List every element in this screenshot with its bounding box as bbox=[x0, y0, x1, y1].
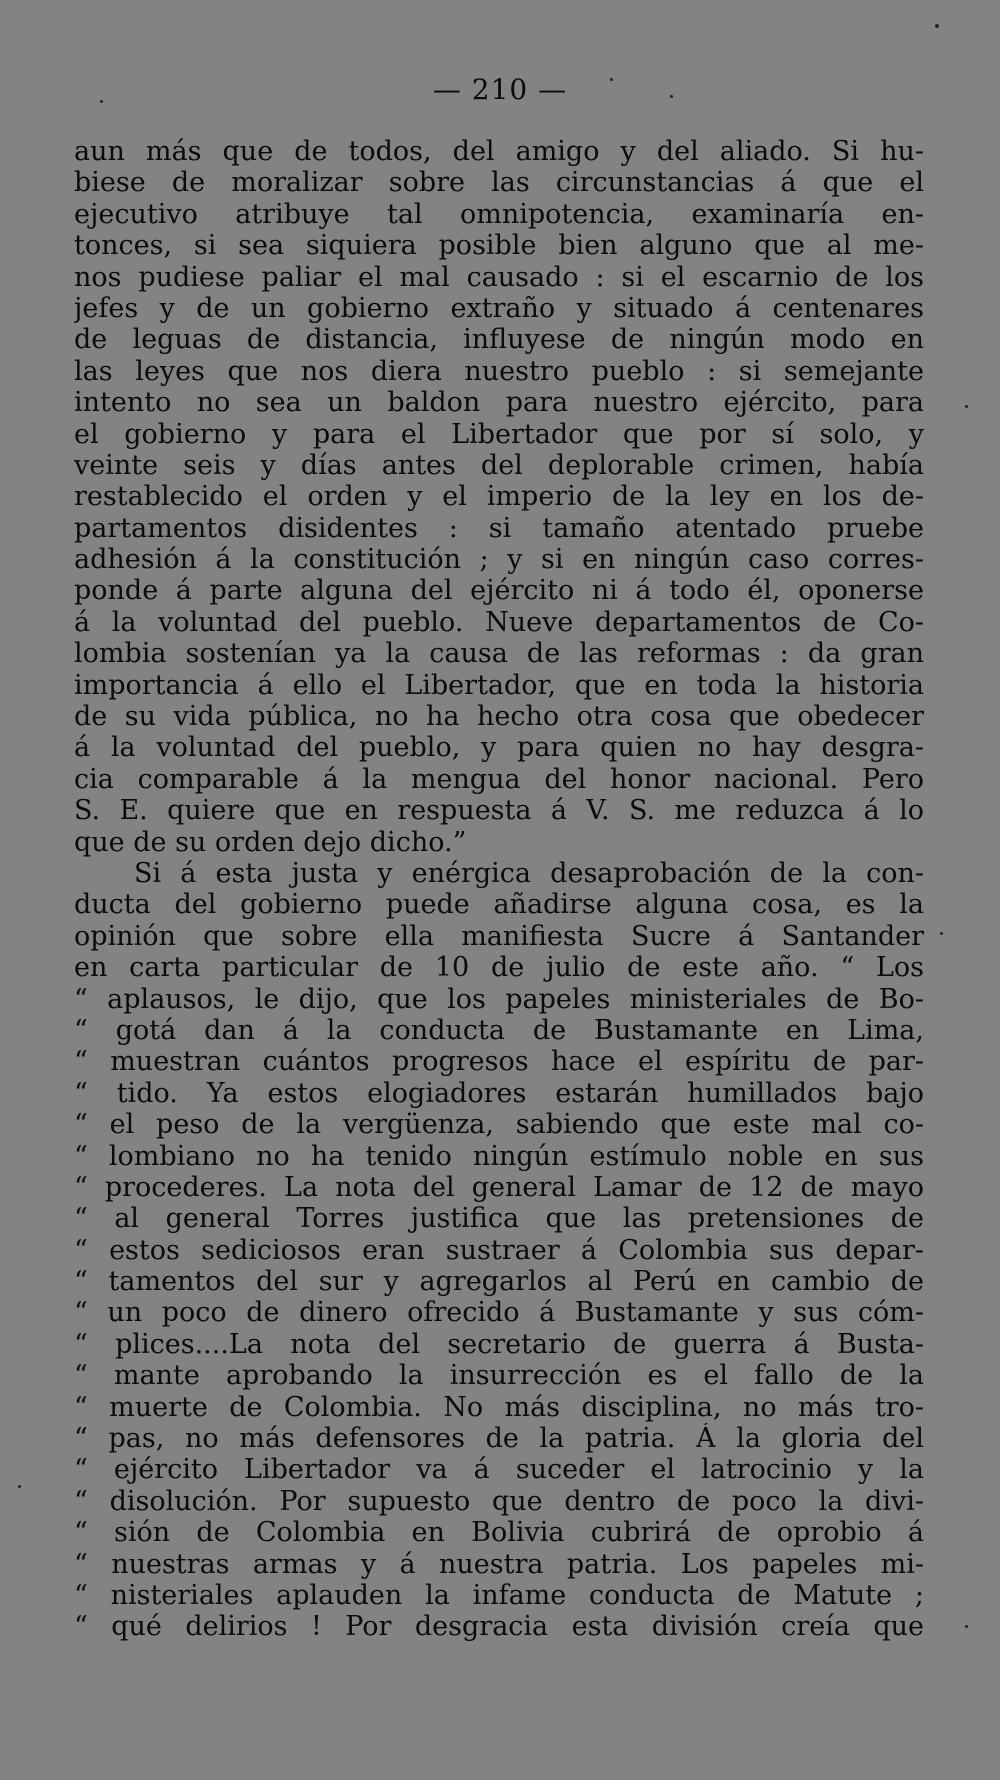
text-line: tonces, si sea siquiera posible bien alguno que al me- bbox=[74, 230, 924, 262]
text-line: “ gotá dan á la conducta de Bustamante en Lima, bbox=[74, 1014, 924, 1046]
print-speck bbox=[18, 1485, 21, 1488]
text-line: de leguas de distancia, influyese de ningún modo en bbox=[74, 324, 924, 356]
text-line: á la voluntad del pueblo. Nueve departamentos de Co- bbox=[74, 606, 924, 638]
text-line: “ al general Torres justifica que las pretensiones de bbox=[74, 1203, 924, 1235]
print-speck bbox=[610, 78, 613, 81]
text-line: ponde á parte alguna del ejército ni á todo él, oponerse bbox=[74, 575, 924, 607]
text-line: “ nuestras armas y á nuestra patria. Los papeles mi- bbox=[74, 1548, 924, 1580]
print-speck bbox=[965, 405, 968, 408]
text-line: “ tido. Ya estos elogiadores estarán humillados bajo bbox=[74, 1077, 924, 1109]
text-line: “ muerte de Colombia. No más disciplina, no más tro- bbox=[74, 1391, 924, 1423]
text-line: “ pas, no más defensores de la patria. Á la gloria del bbox=[74, 1423, 924, 1455]
text-line: lombia sostenían ya la causa de las reformas : da gran bbox=[74, 638, 924, 670]
text-line: ejecutivo atribuye tal omnipotencia, examinaría en- bbox=[74, 198, 924, 230]
text-line: veinte seis y días antes del deplorable crimen, había bbox=[74, 449, 924, 481]
text-line: “ muestran cuántos progresos hace el espíritu de par- bbox=[74, 1046, 924, 1078]
text-line: importancia á ello el Libertador, que en toda la historia bbox=[74, 669, 924, 701]
text-line: restablecido el orden y el imperio de la ley en los de- bbox=[74, 481, 924, 513]
text-line: intento no sea un baldon para nuestro ejército, para bbox=[74, 387, 924, 419]
text-line: “ mante aprobando la insurrección es el fallo de la bbox=[74, 1360, 924, 1392]
text-line: en carta particular de 10 de julio de este año. “ Los bbox=[74, 952, 924, 984]
text-line: “ disolución. Por supuesto que dentro de poco la divi- bbox=[74, 1485, 924, 1517]
text-line: “ nisteriales aplauden la infame conducta de Matute ; bbox=[74, 1579, 924, 1611]
print-speck bbox=[100, 100, 103, 103]
text-line: jefes y de un gobierno extraño y situado á centenares bbox=[74, 292, 924, 324]
print-speck bbox=[965, 1625, 968, 1628]
text-line: de su vida pública, no ha hecho otra cosa que obedecer bbox=[74, 701, 924, 733]
text-line: el gobierno y para el Libertador que por sí solo, y bbox=[74, 418, 924, 450]
text-line: nos pudiese paliar el mal causado : si el escarnio de los bbox=[74, 261, 924, 293]
text-line: opinión que sobre ella manifiesta Sucre á Santander bbox=[74, 920, 924, 952]
text-line: “ qué delirios ! Por desgracia esta división creía que bbox=[74, 1611, 924, 1643]
text-line: las leyes que nos diera nuestro pueblo : si semejante bbox=[74, 355, 924, 387]
text-line: que de su orden dejo dicho.” bbox=[74, 826, 467, 858]
text-line: adhesión á la constitución ; y si en ningún caso corres- bbox=[74, 544, 924, 576]
text-line: “ procederes. La nota del general Lamar de 12 de mayo bbox=[74, 1171, 924, 1203]
text-line: Si á esta justa y enérgica desaprobación de la con- bbox=[134, 857, 924, 889]
print-speck bbox=[670, 95, 673, 98]
text-line: á la voluntad del pueblo, y para quien no hay desgra- bbox=[74, 732, 924, 764]
text-line: “ ejército Libertador va á suceder el latrocinio y la bbox=[74, 1454, 924, 1486]
text-line: biese de moralizar sobre las circunstancias á que el bbox=[74, 167, 924, 199]
text-line: “ plices....La nota del secretario de guerra á Busta- bbox=[74, 1328, 924, 1360]
text-line: “ el peso de la vergüenza, sabiendo que este mal co- bbox=[74, 1109, 924, 1141]
text-line: aun más que de todos, del amigo y del aliado. Si hu- bbox=[74, 136, 924, 167]
text-line: “ tamentos del sur y agregarlos al Perú en cambio de bbox=[74, 1266, 924, 1298]
text-line: “ un poco de dinero ofrecido á Bustamante y sus cóm- bbox=[74, 1297, 924, 1329]
text-line: S. E. quiere que en respuesta á V. S. me reduzca á lo bbox=[74, 795, 924, 827]
text-line: partamentos disidentes : si tamaño atentado pruebe bbox=[74, 512, 924, 544]
text-line: “ estos sediciosos eran sustraer á Colombia sus depar- bbox=[74, 1234, 924, 1266]
print-speck bbox=[935, 24, 939, 28]
page-number: — 210 — bbox=[432, 73, 568, 106]
text-line: cia comparable á la mengua del honor nacional. Pero bbox=[74, 763, 924, 795]
text-line: “ sión de Colombia en Bolivia cubrirá de oprobio á bbox=[74, 1517, 924, 1549]
text-line: “ lombiano no ha tenido ningún estímulo noble en sus bbox=[74, 1140, 924, 1172]
body-text bbox=[74, 136, 924, 1643]
text-line: “ aplausos, le dijo, que los papeles ministeriales de Bo- bbox=[74, 983, 924, 1015]
text-line: ducta del gobierno puede añadirse alguna cosa, es la bbox=[74, 889, 924, 921]
print-speck bbox=[940, 932, 943, 935]
